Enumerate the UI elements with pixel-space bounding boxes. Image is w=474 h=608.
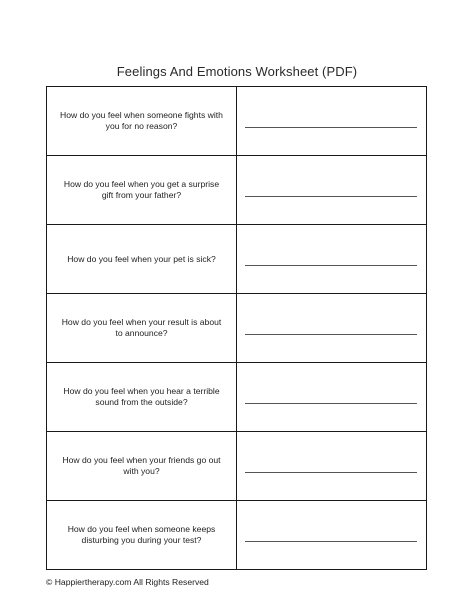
question-text: How do you feel when someone fights with you for no reason? — [60, 110, 223, 131]
answer-line — [245, 265, 417, 266]
answer-cell[interactable] — [237, 225, 426, 293]
question-row — [47, 294, 426, 363]
question-cell — [47, 156, 237, 224]
question-text: How do you feel when you get a surprise gift from your father? — [63, 179, 220, 200]
answer-cell[interactable] — [237, 87, 426, 155]
question-cell — [47, 432, 237, 500]
question-text: How do you feel when you hear a terrible sound from the outside? — [63, 386, 220, 407]
answer-line — [245, 127, 417, 128]
question-row — [47, 87, 426, 156]
question-text: How do you feel when your friends go out with you? — [62, 455, 221, 476]
copyright-footer: © Happiertherapy.com All Rights Reserved — [46, 577, 209, 587]
answer-line — [245, 541, 417, 542]
question-text: How do you feel when someone keeps disturbing you during your test? — [67, 524, 216, 545]
question-row — [47, 225, 426, 294]
answer-line — [245, 403, 417, 404]
worksheet-table — [46, 86, 427, 570]
worksheet-title: Feelings And Emotions Worksheet (PDF) — [116, 64, 358, 79]
answer-cell[interactable] — [237, 294, 426, 362]
answer-line — [245, 334, 417, 335]
question-row — [47, 363, 426, 432]
question-cell — [47, 87, 237, 155]
question-text: How do you feel when your pet is sick? — [67, 253, 216, 264]
answer-cell[interactable] — [237, 363, 426, 431]
question-cell — [47, 294, 237, 362]
question-cell — [47, 363, 237, 431]
question-row — [47, 156, 426, 225]
answer-line — [245, 196, 417, 197]
answer-cell[interactable] — [237, 156, 426, 224]
question-row — [47, 432, 426, 501]
question-cell — [47, 501, 237, 569]
question-text: How do you feel when your result is about to announce? — [61, 317, 222, 338]
answer-cell[interactable] — [237, 432, 426, 500]
question-cell — [47, 225, 237, 293]
answer-cell[interactable] — [237, 501, 426, 569]
answer-line — [245, 472, 417, 473]
question-row — [47, 501, 426, 569]
